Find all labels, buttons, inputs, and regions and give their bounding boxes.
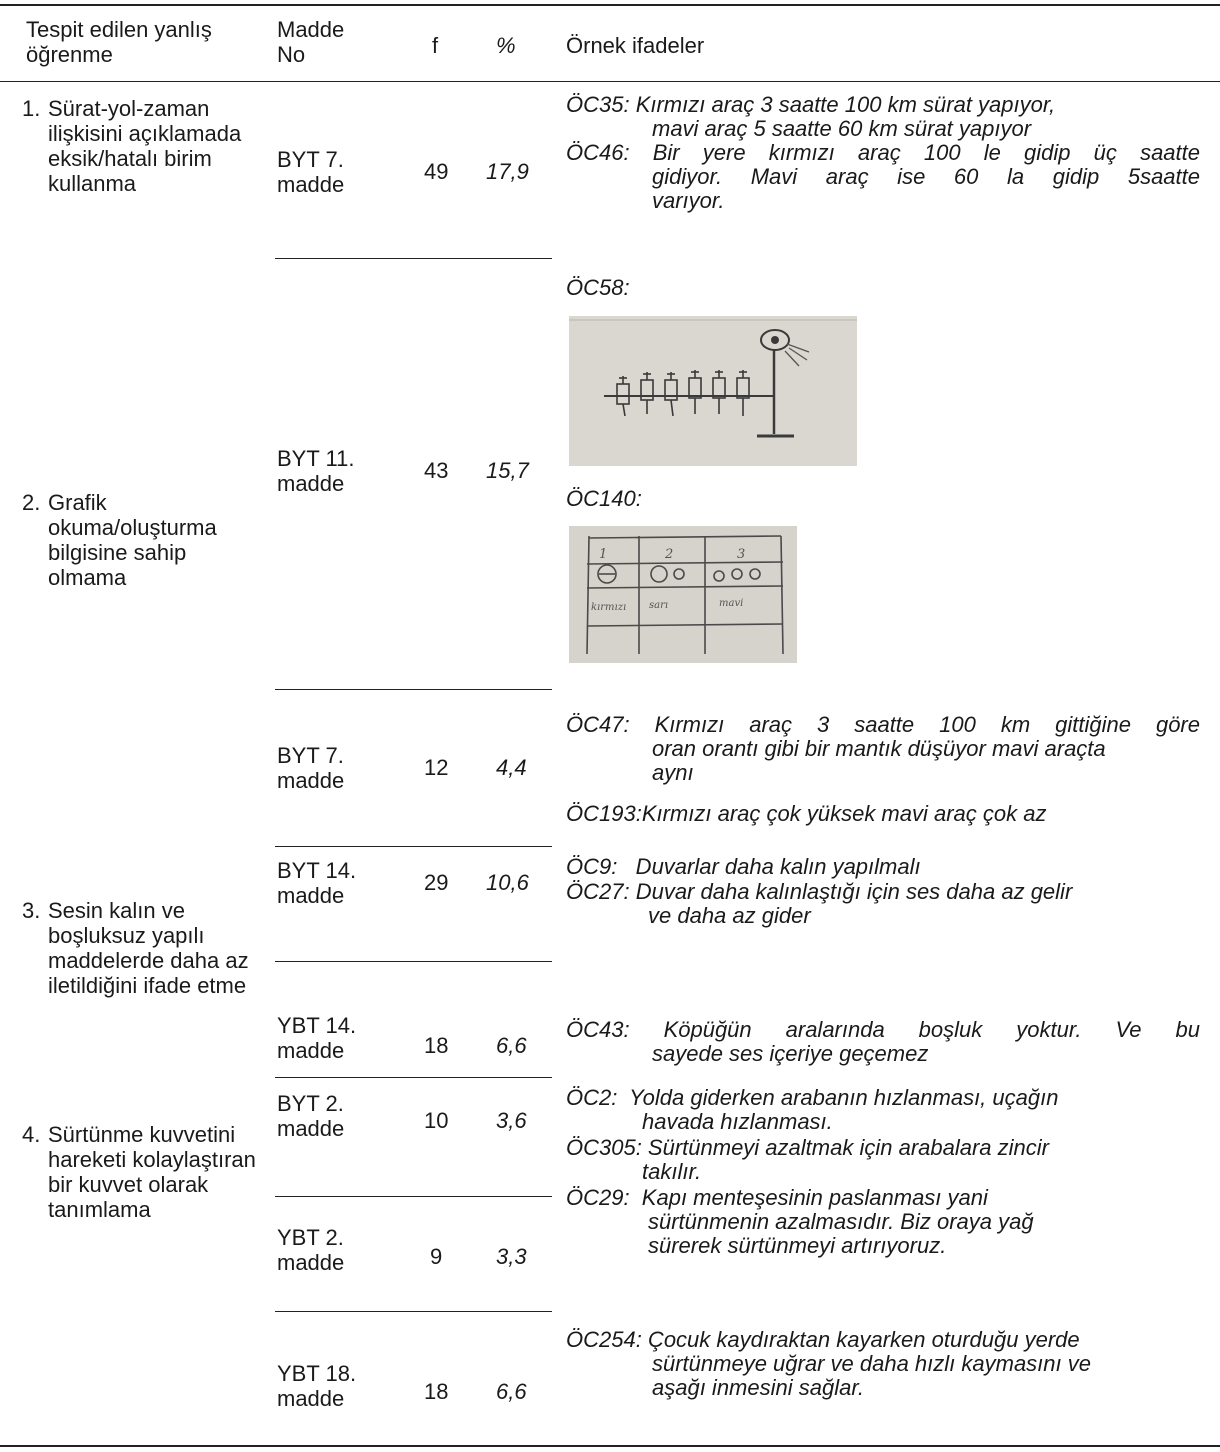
category-number: 4. [22, 1122, 41, 1147]
item-no: YBT 14. madde [277, 1013, 357, 1063]
student-drawing-oc58 [569, 316, 857, 466]
top-rule [0, 4, 1220, 6]
header-misconception: Tespit edilen yanlış öğrenme [26, 17, 212, 67]
row-divider [275, 961, 552, 962]
row-divider [275, 1311, 552, 1312]
drawing-label: 1 [599, 547, 608, 562]
student-drawing-oc140 [569, 526, 797, 663]
row-divider [275, 846, 552, 847]
item-no: BYT 2. madde [277, 1091, 345, 1141]
header-examples: Örnek ifadeler [566, 33, 705, 58]
item-no: BYT 7. madde [277, 743, 345, 793]
category-text: Grafik okuma/oluşturma bilgisine sahip olmama [48, 490, 217, 590]
percentage: 15,7 [486, 458, 529, 483]
item-no: BYT 14. madde [277, 858, 357, 908]
frequency: 18 [424, 1033, 449, 1058]
example-oc58-label: ÖC58: [566, 275, 630, 300]
category-number: 2. [22, 490, 41, 515]
example-oc254: ÖC254: Çocuk kaydıraktan kayarken oturduğu yerde sürtünmeye uğrar ve daha hızlı kaymasını ve aşağı inmesini sağlar. [566, 1327, 1091, 1400]
example-oc46: ÖC46: Bir yere kırmızı araç 100 le gidip üç saatte gidiyor. Mavi araç ise 60 la gidip 5saatte varıyor. [566, 140, 1200, 213]
category-text: Sürtünme kuvvetini hareketi kolaylaştıran bir kuvvet olarak tanımlama [48, 1122, 256, 1222]
header-f: f [432, 33, 439, 58]
header-item-no: Madde No [277, 17, 345, 67]
item-no: YBT 2. madde [277, 1225, 345, 1275]
item-no: YBT 18. madde [277, 1361, 357, 1411]
drawing-label: kırmızı [591, 602, 627, 613]
example-oc193: ÖC193:Kırmızı araç çok yüksek mavi araç çok az [566, 801, 1047, 826]
frequency: 9 [430, 1244, 443, 1269]
row-divider [275, 689, 552, 690]
frequency: 43 [424, 458, 449, 483]
percentage: 3,3 [496, 1244, 527, 1269]
example-oc305: ÖC305: Sürtünmeyi azaltmak için arabalara zincir takılır. [566, 1135, 1049, 1184]
bottom-rule [0, 1445, 1220, 1447]
drawing-sketch [569, 316, 857, 466]
percentage: 6,6 [496, 1379, 527, 1404]
percentage: 3,6 [496, 1108, 527, 1133]
percentage: 6,6 [496, 1033, 527, 1058]
category-number: 3. [22, 898, 41, 923]
drawing-label: 2 [665, 547, 674, 562]
example-oc43: ÖC43: Köpüğün aralarında boşluk yoktur. Ve bu sayede ses içeriye geçemez [566, 1017, 1200, 1066]
frequency: 18 [424, 1379, 449, 1404]
percentage: 10,6 [486, 870, 529, 895]
percentage: 17,9 [486, 159, 529, 184]
example-oc47: ÖC47: Kırmızı araç 3 saatte 100 km gittiğine göre oran orantı gibi bir mantık düşüyor mavi araçta aynı [566, 712, 1200, 785]
frequency: 49 [424, 159, 449, 184]
row-divider [275, 1196, 552, 1197]
item-no: BYT 11. madde [277, 446, 355, 496]
drawing-label: mavi [719, 598, 744, 609]
example-oc2: ÖC2: Yolda giderken arabanın hızlanması, uçağın havada hızlanması. [566, 1085, 1059, 1134]
row-divider [275, 1077, 552, 1078]
example-oc27: ÖC27: Duvar daha kalınlaştığı için ses daha az gelir ve daha az gider [566, 879, 1073, 928]
example-oc35: ÖC35: Kırmızı araç 3 saatte 100 km sürat yapıyor, mavi araç 5 saatte 60 km sürat yapıyor [566, 92, 1056, 141]
example-oc140-label: ÖC140: [566, 486, 642, 511]
frequency: 12 [424, 755, 449, 780]
category-4 [22, 1122, 260, 1222]
frequency: 29 [424, 870, 449, 895]
header-rule [0, 81, 1220, 82]
item-no: BYT 7. madde [277, 147, 345, 197]
header-percent: % [496, 33, 516, 58]
category-2 [22, 490, 260, 590]
row-divider [275, 258, 552, 259]
category-number: 1. [22, 96, 41, 121]
frequency: 10 [424, 1108, 449, 1133]
drawing-label: 3 [737, 547, 746, 562]
drawing-table-sketch [569, 526, 797, 663]
category-1 [22, 96, 260, 196]
percentage: 4,4 [496, 755, 527, 780]
category-text: Sesin kalın ve boşluksuz yapılı maddelerde daha az iletildiğini ifade etme [48, 898, 249, 998]
example-oc9: ÖC9: Duvarlar daha kalın yapılmalı [566, 854, 921, 879]
example-oc29: ÖC29: Kapı menteşesinin paslanması yani sürtünmenin azalmasıdır. Biz oraya yağ sürerek sürtünmeyi artırıyoruz. [566, 1185, 1034, 1258]
category-text: Sürat-yol-zaman ilişkisini açıklamada eksik/hatalı birim kullanma [48, 96, 242, 196]
category-3 [22, 898, 260, 998]
drawing-label: sarı [649, 600, 669, 611]
